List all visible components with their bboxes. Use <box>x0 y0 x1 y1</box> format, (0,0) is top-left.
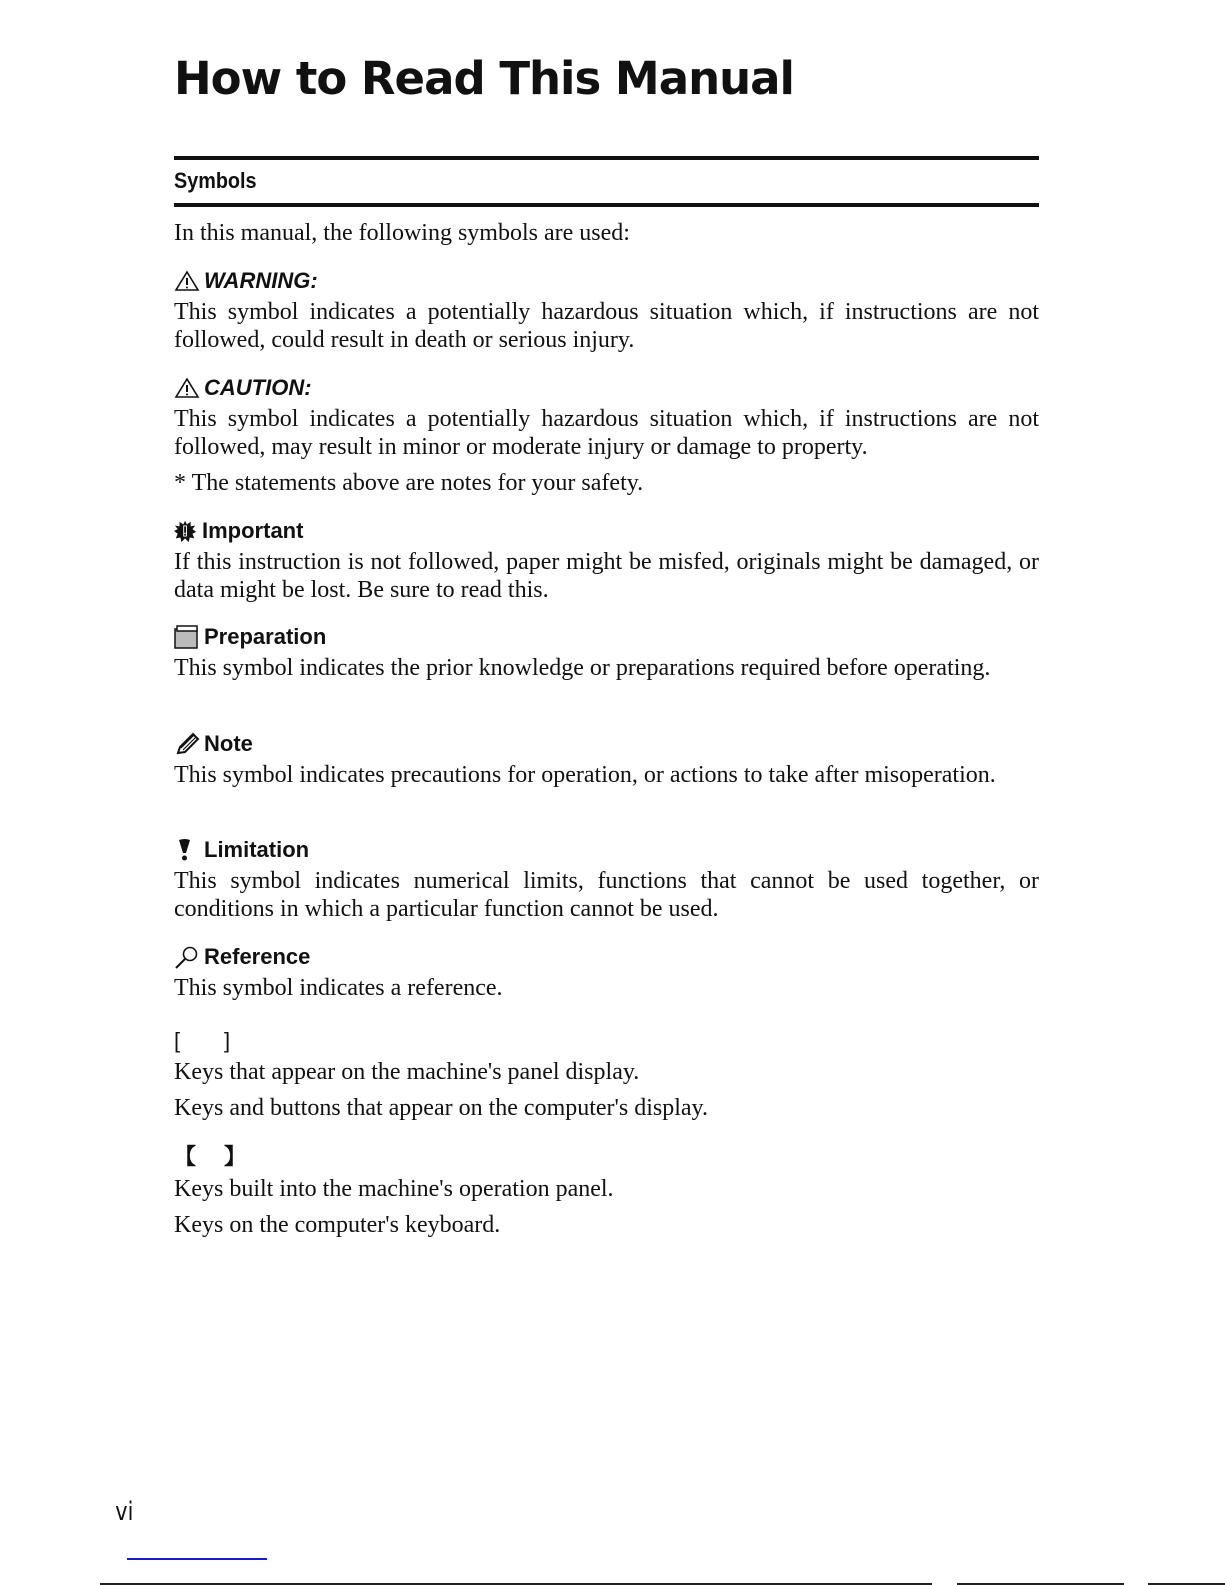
warning-triangle-icon <box>174 269 200 293</box>
note-text: This symbol indicates precautions for operation, or actions to take after misoperation. <box>174 762 996 788</box>
caution-triangle-icon <box>174 376 200 400</box>
preparation-book-icon <box>174 625 200 649</box>
reference-text: This symbol indicates a reference. <box>174 975 503 1001</box>
divider <box>174 203 1039 207</box>
limitation-text: This symbol indicates numerical limits, functions that cannot be used together, or conditions in which a particular function cannot be used. <box>174 868 1039 922</box>
important-heading: Important <box>202 518 304 543</box>
warning-block <box>174 268 1039 354</box>
page-title: How to Read This Manual <box>174 52 794 105</box>
bracket-open: 【 <box>174 1144 197 1169</box>
preparation-text: This symbol indicates the prior knowledge or preparations required before operating. <box>174 655 991 681</box>
warning-heading: WARNING: <box>204 268 318 293</box>
reference-magnifier-icon <box>174 945 200 969</box>
warning-text: This symbol indicates a potentially hazardous situation which, if instructions are not followed, could result in death or serious injury. <box>174 299 1039 353</box>
note-block <box>174 731 1039 789</box>
preparation-block <box>174 624 1039 682</box>
intro-text: In this manual, the following symbols are used: <box>174 220 630 246</box>
divider <box>174 156 1039 160</box>
limitation-heading: Limitation <box>204 837 310 862</box>
limitation-block <box>174 837 1039 923</box>
operation-keys-block <box>174 1140 1039 1239</box>
caution-text: This symbol indicates a potentially hazardous situation which, if instructions are not followed, may result in minor or moderate injury or damage to property. <box>174 406 1039 460</box>
note-pencil-icon <box>174 732 200 756</box>
bracket-close: 】 <box>224 1144 247 1169</box>
section-heading: Symbols <box>174 168 257 193</box>
important-block <box>174 518 1039 604</box>
caution-heading: CAUTION: <box>204 375 312 400</box>
bracket-close: ] <box>224 1028 231 1053</box>
bracket-line: Keys and buttons that appear on the computer's display. <box>174 1095 708 1121</box>
note-heading: Note <box>204 731 253 756</box>
panel-keys-block <box>174 1028 1039 1122</box>
bracket-line: Keys that appear on the machine's panel display. <box>174 1059 640 1085</box>
important-icon <box>174 519 198 543</box>
page-number: vi <box>115 1497 134 1527</box>
caution-block <box>174 375 1039 497</box>
bracket-line: Keys on the computer's keyboard. <box>174 1212 501 1238</box>
safety-note: * The statements above are notes for your safety. <box>174 470 644 496</box>
reference-block <box>174 944 1039 1002</box>
preparation-heading: Preparation <box>204 624 327 649</box>
limitation-icon <box>174 838 200 862</box>
bracket-line: Keys built into the machine's operation panel. <box>174 1176 614 1202</box>
important-text: If this instruction is not followed, paper might be misfed, originals might be damaged, or data might be lost. Be sure to read this. <box>174 549 1039 603</box>
reference-heading: Reference <box>204 944 311 969</box>
bracket-open: [ <box>174 1028 181 1053</box>
footer-link-line <box>127 1558 267 1560</box>
